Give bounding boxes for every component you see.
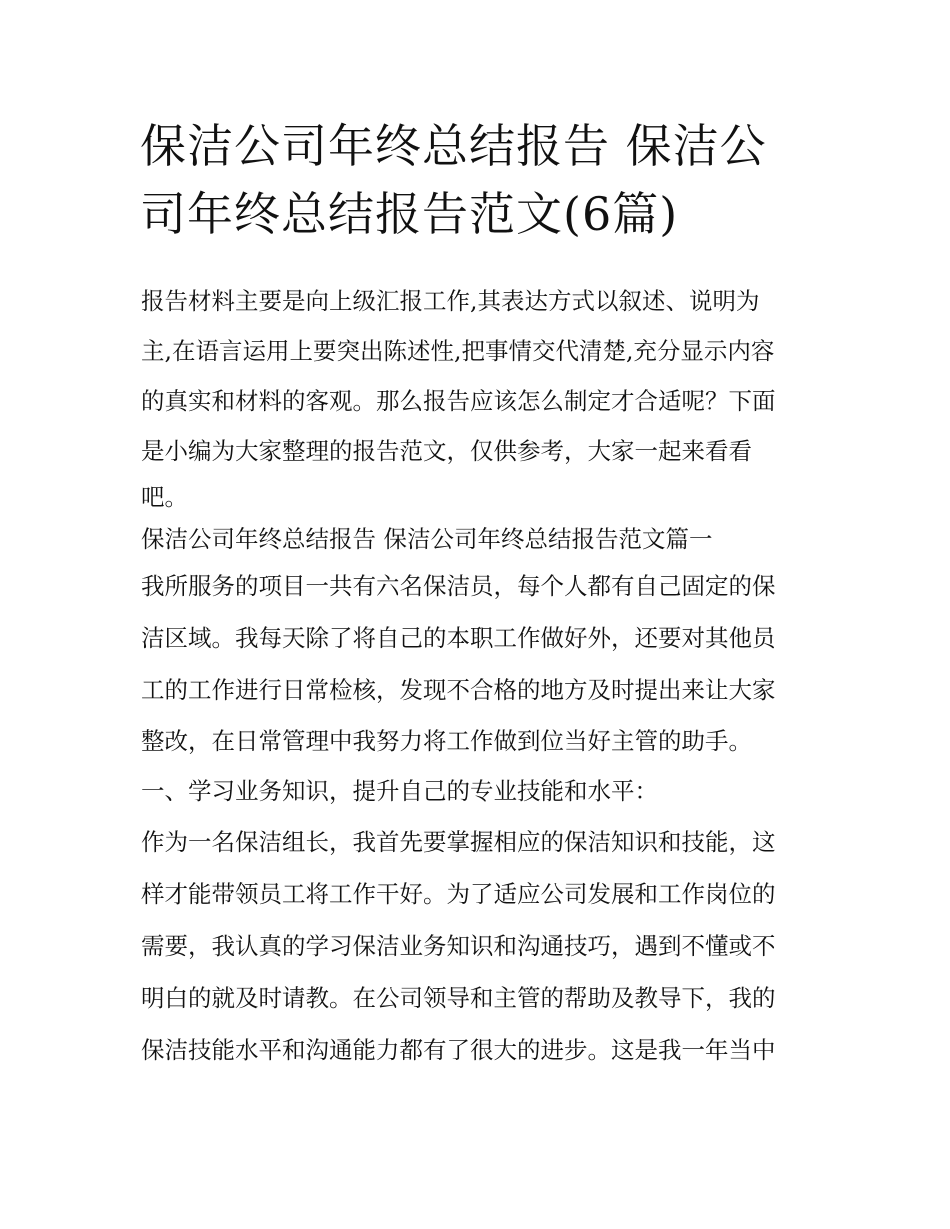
intro-line-1: 报告材料主要是向上级汇报工作,其表达方式以叙述、说明为 [141, 287, 760, 315]
paragraph-1-line-4: 整改，在日常管理中我努力将工作做到位当好主管的助手。 [141, 727, 752, 755]
paragraph-2-line-1: 作为一名保洁组长，我首先要掌握相应的保洁知识和技能，这 [141, 828, 776, 856]
document-title [140, 112, 820, 248]
paragraph-1-line-3: 工的工作进行日常检核，发现不合格的地方及时提出来让大家 [141, 676, 776, 704]
section-heading: 保洁公司年终总结报告 保洁公司年终总结报告范文篇一 [141, 525, 713, 553]
title-line-2: 司年终总结报告范文(6篇) [140, 187, 679, 241]
paragraph-2-line-2: 样才能带领员工将工作干好。为了适应公司发展和工作岗位的 [141, 880, 776, 908]
paragraph-1-line-1: 我所服务的项目一共有六名保洁员，每个人都有自己固定的保 [141, 572, 776, 600]
paragraph-1-line-2: 洁区域。我每天除了将自己的本职工作做好外，还要对其他员 [141, 624, 776, 652]
intro-line-5: 吧。 [141, 483, 188, 511]
title-line-1: 保洁公司年终总结报告 保洁公 [140, 119, 767, 173]
intro-line-3: 的真实和材料的客观。那么报告应该怎么制定才合适呢？下面 [141, 387, 776, 415]
paragraph-2-line-5: 保洁技能水平和沟通能力都有了很大的进步。这是我一年当中 [141, 1036, 776, 1064]
paragraph-2-line-3: 需要，我认真的学习保洁业务知识和沟通技巧，遇到不懂或不 [141, 932, 776, 960]
subheading-1: 一、学习业务知识，提升自己的专业技能和水平： [141, 777, 658, 805]
intro-line-4: 是小编为大家整理的报告范文，仅供参考，大家一起来看看 [141, 437, 752, 465]
paragraph-2-line-4: 明白的就及时请教。在公司领导和主管的帮助及教导下，我的 [141, 984, 776, 1012]
document-body [141, 276, 821, 1076]
intro-line-2: 主,在语言运用上要突出陈述性,把事情交代清楚,充分显示内容 [141, 337, 775, 365]
